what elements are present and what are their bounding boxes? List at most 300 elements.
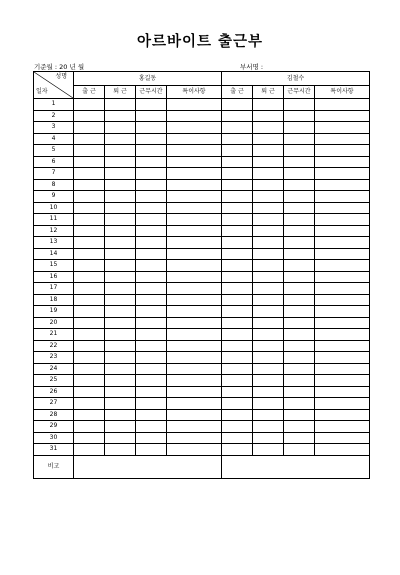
entry-cell[interactable] (105, 294, 136, 306)
table-row (34, 329, 370, 341)
entry-cell[interactable] (253, 202, 284, 214)
entry-cell[interactable] (167, 294, 222, 306)
entry-cell[interactable] (74, 99, 105, 111)
day-number-cell: 1 (34, 99, 74, 111)
entry-cell[interactable] (136, 409, 167, 421)
entry-cell[interactable] (167, 283, 222, 295)
entry-cell[interactable] (284, 260, 315, 272)
day-number-cell: 30 (34, 432, 74, 444)
entry-cell[interactable] (167, 432, 222, 444)
entry-cell[interactable] (315, 110, 370, 122)
entry-cell[interactable] (167, 122, 222, 134)
entry-cell[interactable] (136, 110, 167, 122)
entry-cell[interactable] (222, 432, 253, 444)
entry-cell[interactable] (253, 145, 284, 157)
entry-cell[interactable] (315, 294, 370, 306)
table-row (34, 179, 370, 191)
entry-cell[interactable] (167, 145, 222, 157)
entry-cell[interactable] (74, 386, 105, 398)
entry-cell[interactable] (105, 306, 136, 318)
entry-cell[interactable] (74, 398, 105, 410)
entry-cell[interactable] (167, 329, 222, 341)
entry-cell[interactable] (284, 444, 315, 456)
entry-cell[interactable] (105, 99, 136, 111)
corner-name-label: 성명 (55, 73, 67, 80)
entry-cell[interactable] (167, 421, 222, 433)
entry-cell[interactable] (74, 260, 105, 272)
entry-cell[interactable] (315, 248, 370, 260)
entry-cell[interactable] (74, 168, 105, 180)
entry-cell[interactable] (284, 237, 315, 249)
entry-cell[interactable] (315, 398, 370, 410)
entry-cell[interactable] (315, 386, 370, 398)
entry-cell[interactable] (167, 409, 222, 421)
entry-cell[interactable] (167, 444, 222, 456)
entry-cell[interactable] (136, 214, 167, 226)
day-number-cell: 17 (34, 283, 74, 295)
entry-cell[interactable] (222, 444, 253, 456)
entry-cell[interactable] (253, 386, 284, 398)
entry-cell[interactable] (74, 202, 105, 214)
day-number-cell: 12 (34, 225, 74, 237)
entry-cell[interactable] (74, 352, 105, 364)
entry-cell[interactable] (253, 283, 284, 295)
entry-cell[interactable] (105, 191, 136, 203)
entry-cell[interactable] (284, 340, 315, 352)
entry-cell[interactable] (167, 340, 222, 352)
table-row (34, 432, 370, 444)
entry-cell[interactable] (222, 122, 253, 134)
entry-cell[interactable] (167, 398, 222, 410)
entry-cell[interactable] (222, 133, 253, 145)
entry-cell[interactable] (284, 271, 315, 283)
entry-cell[interactable] (105, 122, 136, 134)
entry-cell[interactable] (222, 145, 253, 157)
entry-cell[interactable] (105, 398, 136, 410)
entry-cell[interactable] (222, 409, 253, 421)
entry-cell[interactable] (315, 375, 370, 387)
table-row (34, 99, 370, 111)
entry-cell[interactable] (105, 237, 136, 249)
department-label: 부서명 : (240, 63, 264, 71)
entry-cell[interactable] (253, 248, 284, 260)
person1-name-header: 홍길동 (74, 72, 222, 86)
entry-cell[interactable] (136, 386, 167, 398)
entry-cell[interactable] (136, 421, 167, 433)
entry-cell[interactable] (136, 237, 167, 249)
entry-cell[interactable] (253, 214, 284, 226)
entry-cell[interactable] (136, 329, 167, 341)
entry-cell[interactable] (105, 168, 136, 180)
entry-cell[interactable] (136, 122, 167, 134)
entry-cell[interactable] (74, 306, 105, 318)
entry-cell[interactable] (136, 306, 167, 318)
entry-cell[interactable] (222, 248, 253, 260)
entry-cell[interactable] (284, 363, 315, 375)
day-number-cell: 27 (34, 398, 74, 410)
entry-cell[interactable] (315, 156, 370, 168)
day-number-cell: 2 (34, 110, 74, 122)
entry-cell[interactable] (136, 317, 167, 329)
entry-cell[interactable] (284, 386, 315, 398)
entry-cell[interactable] (222, 99, 253, 111)
entry-cell[interactable] (136, 133, 167, 145)
entry-cell[interactable] (136, 156, 167, 168)
day-number-cell: 22 (34, 340, 74, 352)
entry-cell[interactable] (284, 306, 315, 318)
entry-cell[interactable] (222, 352, 253, 364)
entry-cell[interactable] (284, 145, 315, 157)
entry-cell[interactable] (284, 248, 315, 260)
entry-cell[interactable] (315, 283, 370, 295)
entry-cell[interactable] (253, 168, 284, 180)
entry-cell[interactable] (167, 237, 222, 249)
entry-cell[interactable] (105, 283, 136, 295)
entry-cell[interactable] (253, 260, 284, 272)
entry-cell[interactable] (315, 409, 370, 421)
entry-cell[interactable] (315, 237, 370, 249)
entry-cell[interactable] (222, 168, 253, 180)
entry-cell[interactable] (315, 432, 370, 444)
entry-cell[interactable] (253, 398, 284, 410)
entry-cell[interactable] (253, 432, 284, 444)
entry-cell[interactable] (253, 237, 284, 249)
entry-cell[interactable] (105, 375, 136, 387)
entry-cell[interactable] (167, 271, 222, 283)
entry-cell[interactable] (167, 214, 222, 226)
entry-cell[interactable] (222, 306, 253, 318)
entry-cell[interactable] (136, 191, 167, 203)
entry-cell[interactable] (222, 294, 253, 306)
entry-cell[interactable] (105, 179, 136, 191)
day-number-cell: 18 (34, 294, 74, 306)
entry-cell[interactable] (253, 191, 284, 203)
entry-cell[interactable] (105, 271, 136, 283)
entry-cell[interactable] (105, 317, 136, 329)
entry-cell[interactable] (284, 214, 315, 226)
entry-cell[interactable] (167, 99, 222, 111)
entry-cell[interactable] (105, 421, 136, 433)
entry-cell[interactable] (284, 375, 315, 387)
entry-cell[interactable] (167, 202, 222, 214)
entry-cell[interactable] (105, 248, 136, 260)
entry-cell[interactable] (284, 99, 315, 111)
person2-remarks-cell[interactable] (222, 455, 370, 478)
entry-cell[interactable] (74, 271, 105, 283)
day-number-cell: 5 (34, 145, 74, 157)
entry-cell[interactable] (253, 409, 284, 421)
entry-cell[interactable] (253, 421, 284, 433)
entry-cell[interactable] (222, 340, 253, 352)
entry-cell[interactable] (253, 444, 284, 456)
entry-cell[interactable] (253, 110, 284, 122)
entry-cell[interactable] (315, 145, 370, 157)
entry-cell[interactable] (222, 283, 253, 295)
entry-cell[interactable] (167, 386, 222, 398)
entry-cell[interactable] (74, 214, 105, 226)
entry-cell[interactable] (253, 156, 284, 168)
entry-cell[interactable] (315, 306, 370, 318)
entry-cell[interactable] (284, 352, 315, 364)
table-row (34, 363, 370, 375)
entry-cell[interactable] (284, 133, 315, 145)
day-number-cell: 25 (34, 375, 74, 387)
entry-cell[interactable] (253, 271, 284, 283)
entry-cell[interactable] (167, 317, 222, 329)
entry-cell[interactable] (136, 225, 167, 237)
entry-cell[interactable] (74, 248, 105, 260)
entry-cell[interactable] (315, 191, 370, 203)
entry-cell[interactable] (253, 122, 284, 134)
entry-cell[interactable] (136, 202, 167, 214)
entry-cell[interactable] (74, 110, 105, 122)
entry-cell[interactable] (136, 398, 167, 410)
entry-cell[interactable] (253, 375, 284, 387)
entry-cell[interactable] (105, 225, 136, 237)
entry-cell[interactable] (167, 306, 222, 318)
entry-cell[interactable] (74, 409, 105, 421)
entry-cell[interactable] (105, 352, 136, 364)
person2-remarks-column-header: 특이사항 (315, 86, 370, 99)
entry-cell[interactable] (74, 432, 105, 444)
entry-cell[interactable] (136, 271, 167, 283)
entry-cell[interactable] (315, 271, 370, 283)
entry-cell[interactable] (136, 99, 167, 111)
day-number-cell: 20 (34, 317, 74, 329)
entry-cell[interactable] (284, 421, 315, 433)
entry-cell[interactable] (105, 340, 136, 352)
table-row (34, 317, 370, 329)
entry-cell[interactable] (315, 363, 370, 375)
entry-cell[interactable] (315, 260, 370, 272)
entry-cell[interactable] (167, 363, 222, 375)
entry-cell[interactable] (315, 214, 370, 226)
entry-cell[interactable] (136, 248, 167, 260)
entry-cell[interactable] (167, 133, 222, 145)
day-number-cell: 13 (34, 237, 74, 249)
entry-cell[interactable] (315, 329, 370, 341)
entry-cell[interactable] (222, 110, 253, 122)
entry-cell[interactable] (284, 191, 315, 203)
entry-cell[interactable] (167, 260, 222, 272)
entry-cell[interactable] (222, 260, 253, 272)
corner-date-label: 일자 (36, 88, 48, 95)
corner-header-cell (34, 72, 74, 99)
entry-cell[interactable] (253, 179, 284, 191)
entry-cell[interactable] (315, 133, 370, 145)
entry-cell[interactable] (167, 110, 222, 122)
entry-cell[interactable] (167, 352, 222, 364)
table-row (34, 191, 370, 203)
entry-cell[interactable] (74, 133, 105, 145)
entry-cell[interactable] (136, 352, 167, 364)
entry-cell[interactable] (284, 409, 315, 421)
remarks-label-cell: 비고 (34, 455, 74, 478)
table-row (34, 398, 370, 410)
entry-cell[interactable] (136, 340, 167, 352)
entry-cell[interactable] (253, 363, 284, 375)
entry-cell[interactable] (253, 329, 284, 341)
entry-cell[interactable] (74, 156, 105, 168)
entry-cell[interactable] (284, 329, 315, 341)
entry-cell[interactable] (105, 444, 136, 456)
entry-cell[interactable] (105, 363, 136, 375)
entry-cell[interactable] (284, 398, 315, 410)
entry-cell[interactable] (222, 421, 253, 433)
entry-cell[interactable] (136, 444, 167, 456)
entry-cell[interactable] (167, 156, 222, 168)
entry-cell[interactable] (105, 329, 136, 341)
entry-cell[interactable] (253, 225, 284, 237)
entry-cell[interactable] (284, 432, 315, 444)
entry-cell[interactable] (315, 340, 370, 352)
entry-cell[interactable] (222, 191, 253, 203)
day-number-cell: 8 (34, 179, 74, 191)
day-number-cell: 15 (34, 260, 74, 272)
person1-work-hours-header: 근무시간 (136, 86, 167, 99)
entry-cell[interactable] (284, 179, 315, 191)
entry-cell[interactable] (167, 179, 222, 191)
entry-cell[interactable] (167, 248, 222, 260)
entry-cell[interactable] (222, 237, 253, 249)
entry-cell[interactable] (74, 340, 105, 352)
entry-cell[interactable] (222, 317, 253, 329)
entry-cell[interactable] (105, 145, 136, 157)
entry-cell[interactable] (222, 179, 253, 191)
entry-cell[interactable] (74, 225, 105, 237)
entry-cell[interactable] (315, 168, 370, 180)
entry-cell[interactable] (284, 110, 315, 122)
entry-cell[interactable] (105, 133, 136, 145)
entry-cell[interactable] (105, 409, 136, 421)
entry-cell[interactable] (136, 294, 167, 306)
entry-cell[interactable] (253, 352, 284, 364)
table-row (34, 248, 370, 260)
day-number-cell: 26 (34, 386, 74, 398)
entry-cell[interactable] (136, 179, 167, 191)
entry-cell[interactable] (253, 306, 284, 318)
entry-cell[interactable] (105, 156, 136, 168)
entry-cell[interactable] (284, 156, 315, 168)
table-row (34, 110, 370, 122)
entry-cell[interactable] (105, 202, 136, 214)
day-number-cell: 7 (34, 168, 74, 180)
entry-cell[interactable] (222, 156, 253, 168)
entry-cell[interactable] (284, 202, 315, 214)
entry-cell[interactable] (222, 214, 253, 226)
entry-cell[interactable] (253, 99, 284, 111)
entry-cell[interactable] (222, 329, 253, 341)
day-number-cell: 16 (34, 271, 74, 283)
entry-cell[interactable] (222, 386, 253, 398)
table-row (34, 409, 370, 421)
table-row (34, 156, 370, 168)
entry-cell[interactable] (74, 283, 105, 295)
entry-cell[interactable] (315, 421, 370, 433)
entry-cell[interactable] (315, 352, 370, 364)
entry-cell[interactable] (167, 375, 222, 387)
entry-cell[interactable] (136, 363, 167, 375)
day-number-cell: 3 (34, 122, 74, 134)
entry-cell[interactable] (222, 398, 253, 410)
day-number-cell: 31 (34, 444, 74, 456)
entry-cell[interactable] (222, 271, 253, 283)
entry-cell[interactable] (253, 133, 284, 145)
day-number-cell: 9 (34, 191, 74, 203)
entry-cell[interactable] (74, 444, 105, 456)
entry-cell[interactable] (315, 99, 370, 111)
entry-cell[interactable] (136, 145, 167, 157)
entry-cell[interactable] (74, 317, 105, 329)
table-row (34, 306, 370, 318)
entry-cell[interactable] (136, 283, 167, 295)
entry-cell[interactable] (284, 122, 315, 134)
entry-cell[interactable] (222, 375, 253, 387)
entry-cell[interactable] (315, 122, 370, 134)
person1-clock-in-header: 출 근 (74, 86, 105, 99)
person1-remarks-column-header: 특이사항 (167, 86, 222, 99)
entry-cell[interactable] (167, 191, 222, 203)
entry-cell[interactable] (284, 294, 315, 306)
entry-cell[interactable] (315, 225, 370, 237)
entry-cell[interactable] (74, 145, 105, 157)
entry-cell[interactable] (284, 283, 315, 295)
entry-cell[interactable] (74, 363, 105, 375)
entry-cell[interactable] (74, 421, 105, 433)
entry-cell[interactable] (74, 179, 105, 191)
entry-cell[interactable] (136, 432, 167, 444)
entry-cell[interactable] (284, 317, 315, 329)
table-row (34, 260, 370, 272)
entry-cell[interactable] (74, 191, 105, 203)
entry-cell[interactable] (105, 214, 136, 226)
entry-cell[interactable] (136, 375, 167, 387)
entry-cell[interactable] (136, 260, 167, 272)
entry-cell[interactable] (105, 386, 136, 398)
entry-cell[interactable] (74, 237, 105, 249)
entry-cell[interactable] (136, 168, 167, 180)
entry-cell[interactable] (222, 225, 253, 237)
entry-cell[interactable] (253, 294, 284, 306)
person2-name-header: 김철수 (222, 72, 370, 86)
entry-cell[interactable] (253, 317, 284, 329)
entry-cell[interactable] (315, 317, 370, 329)
entry-cell[interactable] (315, 179, 370, 191)
entry-cell[interactable] (315, 444, 370, 456)
entry-cell[interactable] (222, 363, 253, 375)
entry-cell[interactable] (167, 225, 222, 237)
table-row (34, 122, 370, 134)
day-number-cell: 19 (34, 306, 74, 318)
table-row (34, 283, 370, 295)
person1-remarks-cell[interactable] (74, 455, 222, 478)
entry-cell[interactable] (105, 432, 136, 444)
day-number-cell: 4 (34, 133, 74, 145)
entry-cell[interactable] (74, 329, 105, 341)
entry-cell[interactable] (167, 168, 222, 180)
entry-cell[interactable] (222, 202, 253, 214)
entry-cell[interactable] (74, 294, 105, 306)
entry-cell[interactable] (74, 375, 105, 387)
entry-cell[interactable] (315, 202, 370, 214)
entry-cell[interactable] (284, 168, 315, 180)
person2-clock-out-header: 퇴 근 (253, 86, 284, 99)
entry-cell[interactable] (74, 122, 105, 134)
entry-cell[interactable] (284, 225, 315, 237)
entry-cell[interactable] (105, 260, 136, 272)
entry-cell[interactable] (253, 340, 284, 352)
entry-cell[interactable] (105, 110, 136, 122)
